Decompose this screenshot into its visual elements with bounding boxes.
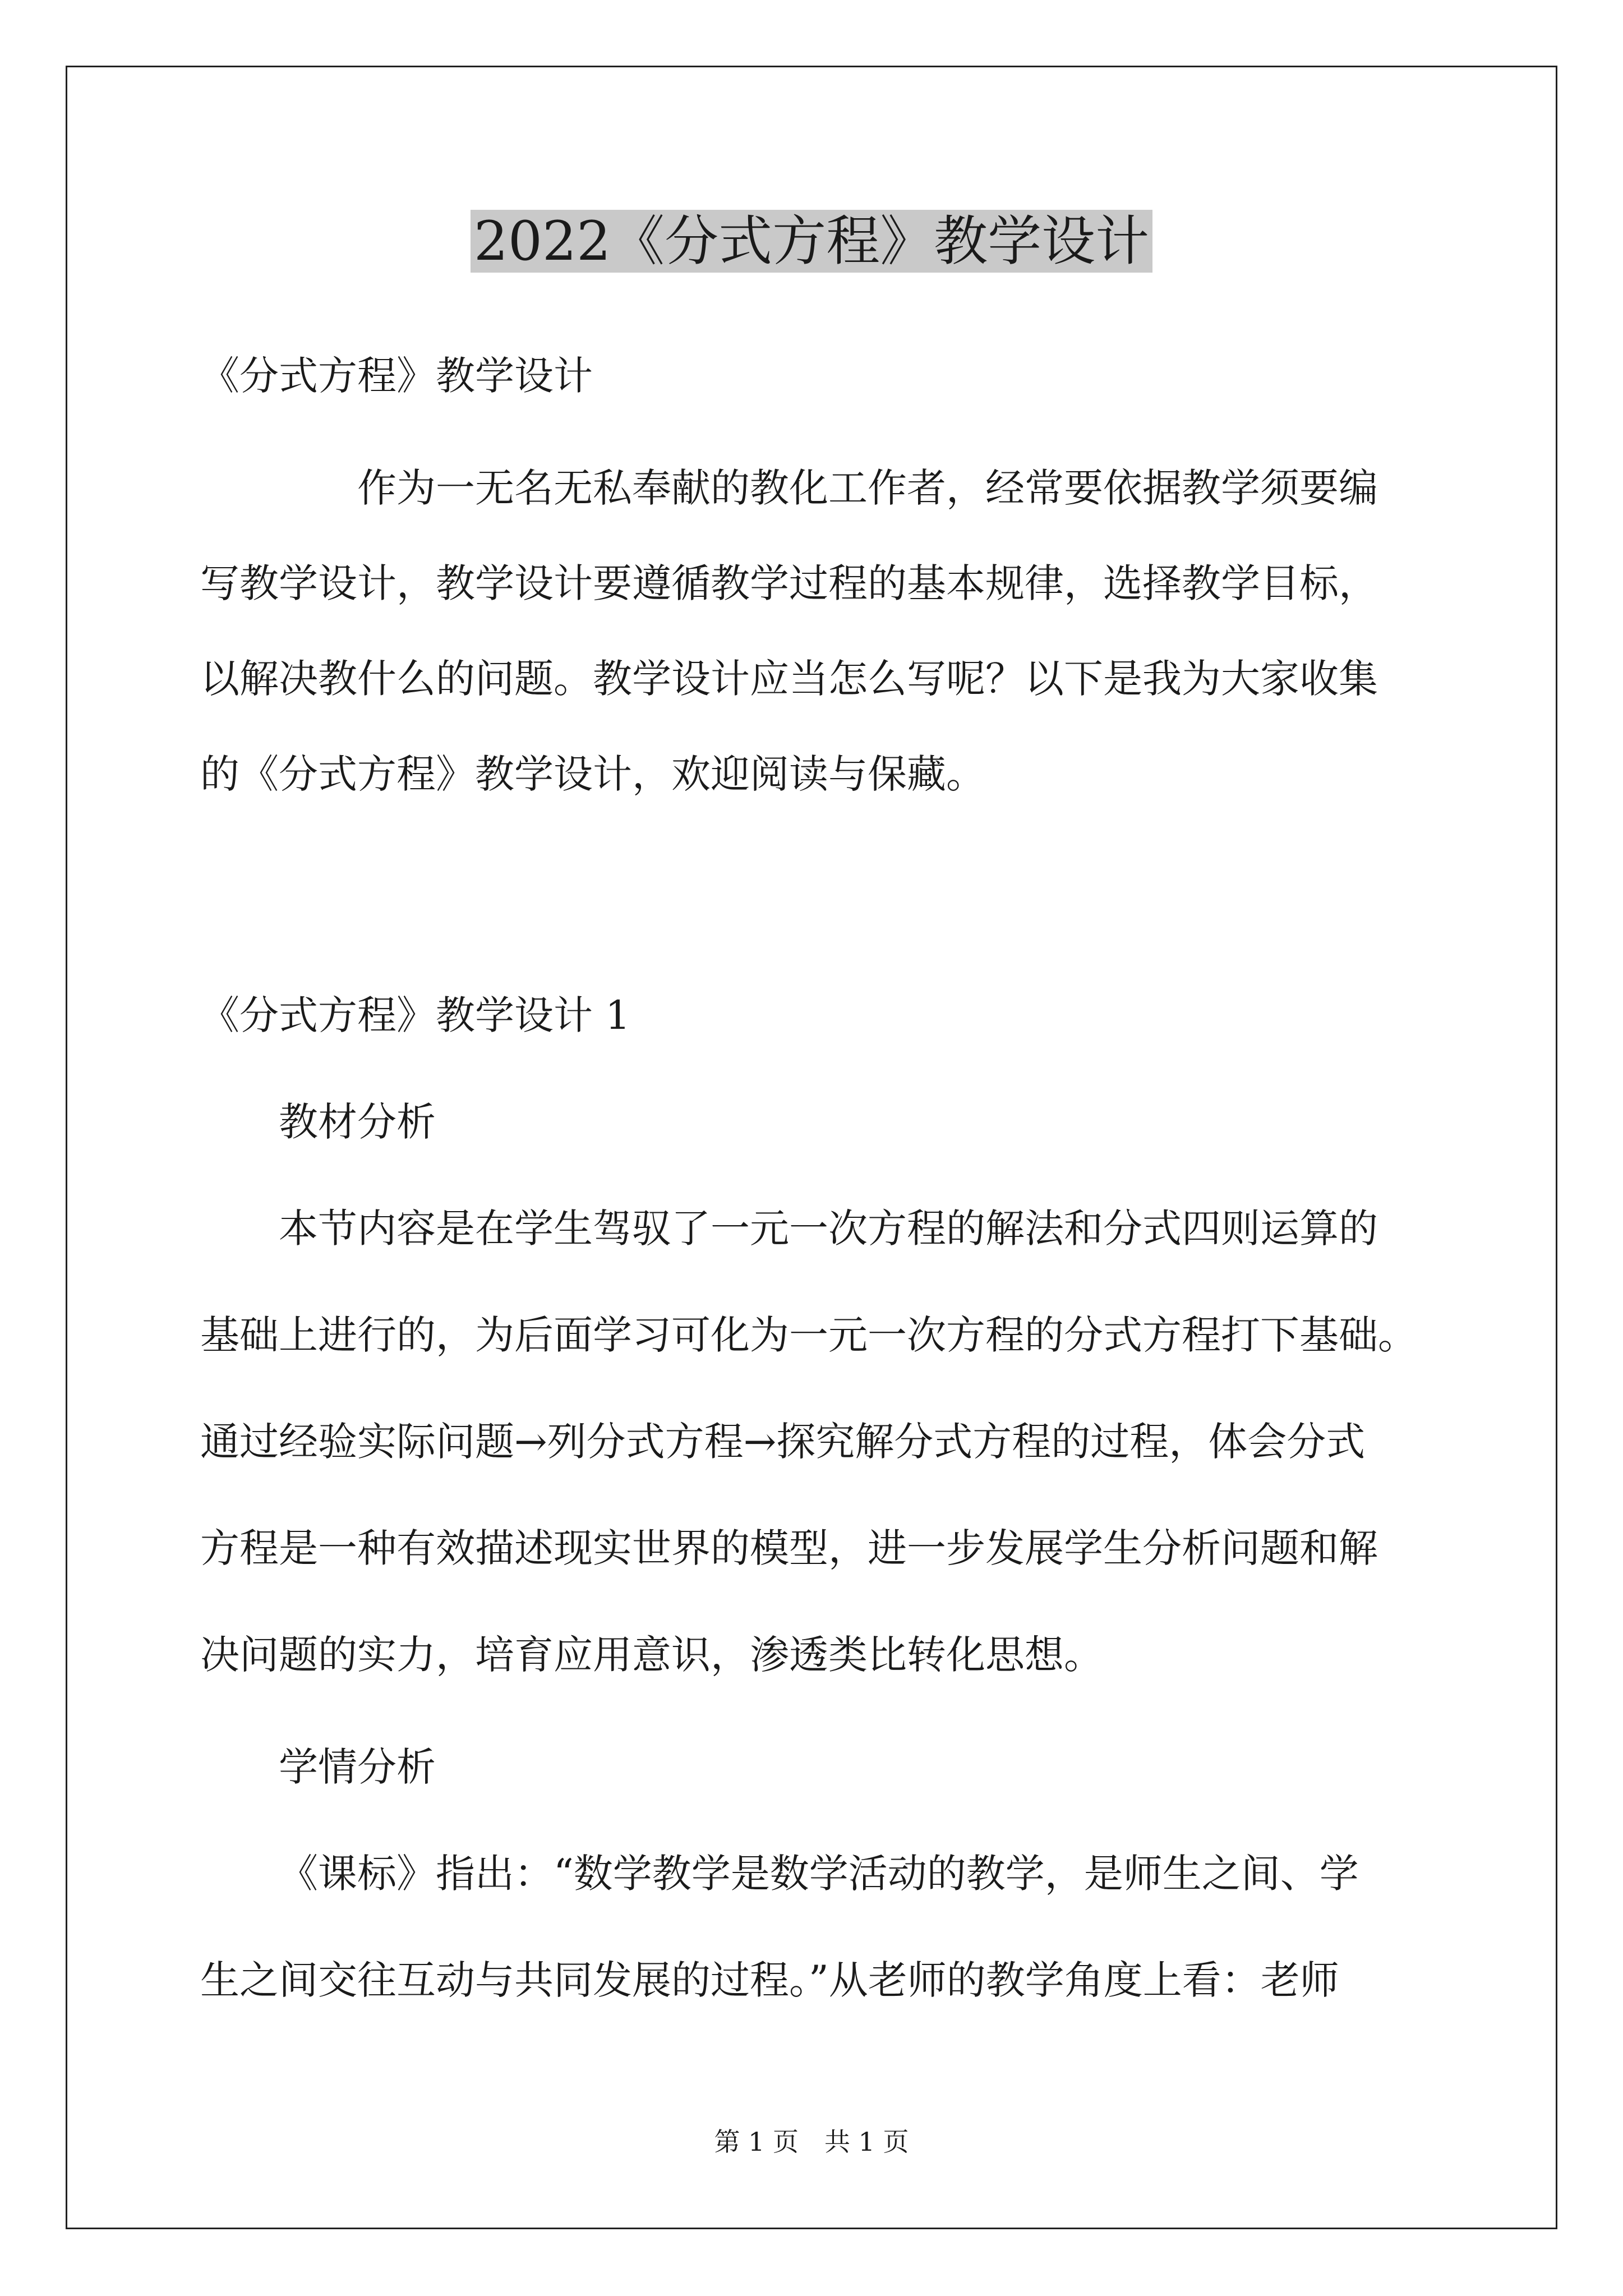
document-subtitle: 《分式方程》教学设计 <box>200 353 593 399</box>
material-line: 决问题的实力，培育应用意识，渗透类比转化思想。 <box>200 1632 1103 1678</box>
document-title-text: 2022《分式方程》教学设计 <box>471 210 1152 273</box>
material-line: 通过经验实际问题→列分式方程→探究解分式方程的过程，体会分式 <box>200 1419 1366 1465</box>
heading-material-analysis: 教材分析 <box>279 1099 436 1145</box>
students-line: 生之间交往互动与共同发展的过程。”从老师的教学角度上看：老师 <box>200 1957 1339 2003</box>
material-line: 方程是一种有效描述现实世界的模型，进一步发展学生分析问题和解 <box>200 1525 1378 1571</box>
document-title <box>0 202 1623 280</box>
page-footer: 第 1 页 共 1 页 <box>714 2127 909 2157</box>
student-analysis-paragraph <box>200 1851 1423 2003</box>
material-analysis-paragraph <box>200 1206 1423 1677</box>
intro-line: 作为一无名无私奉献的教化工作者，经常要依据教学须要编 <box>357 465 1378 511</box>
section-title: 《分式方程》教学设计 1 <box>200 992 630 1038</box>
students-line: 《课标》指出：“数学教学是数学活动的教学，是师生之间、学 <box>279 1851 1359 1897</box>
material-line: 基础上进行的，为后面学习可化为一元一次方程的分式方程打下基础。 <box>200 1312 1417 1358</box>
heading-student-analysis: 学情分析 <box>279 1744 436 1790</box>
intro-line: 的《分式方程》教学设计，欢迎阅读与保藏。 <box>200 751 985 797</box>
intro-line: 写教学设计，教学设计要遵循教学过程的基本规律，选择教学目标， <box>200 560 1378 606</box>
material-line: 本节内容是在学生驾驭了一元一次方程的解法和分式四则运算的 <box>279 1205 1378 1251</box>
intro-line: 以解决教什么的问题。教学设计应当怎么写呢？以下是我为大家收集 <box>200 656 1378 702</box>
intro-paragraph <box>200 466 1423 797</box>
